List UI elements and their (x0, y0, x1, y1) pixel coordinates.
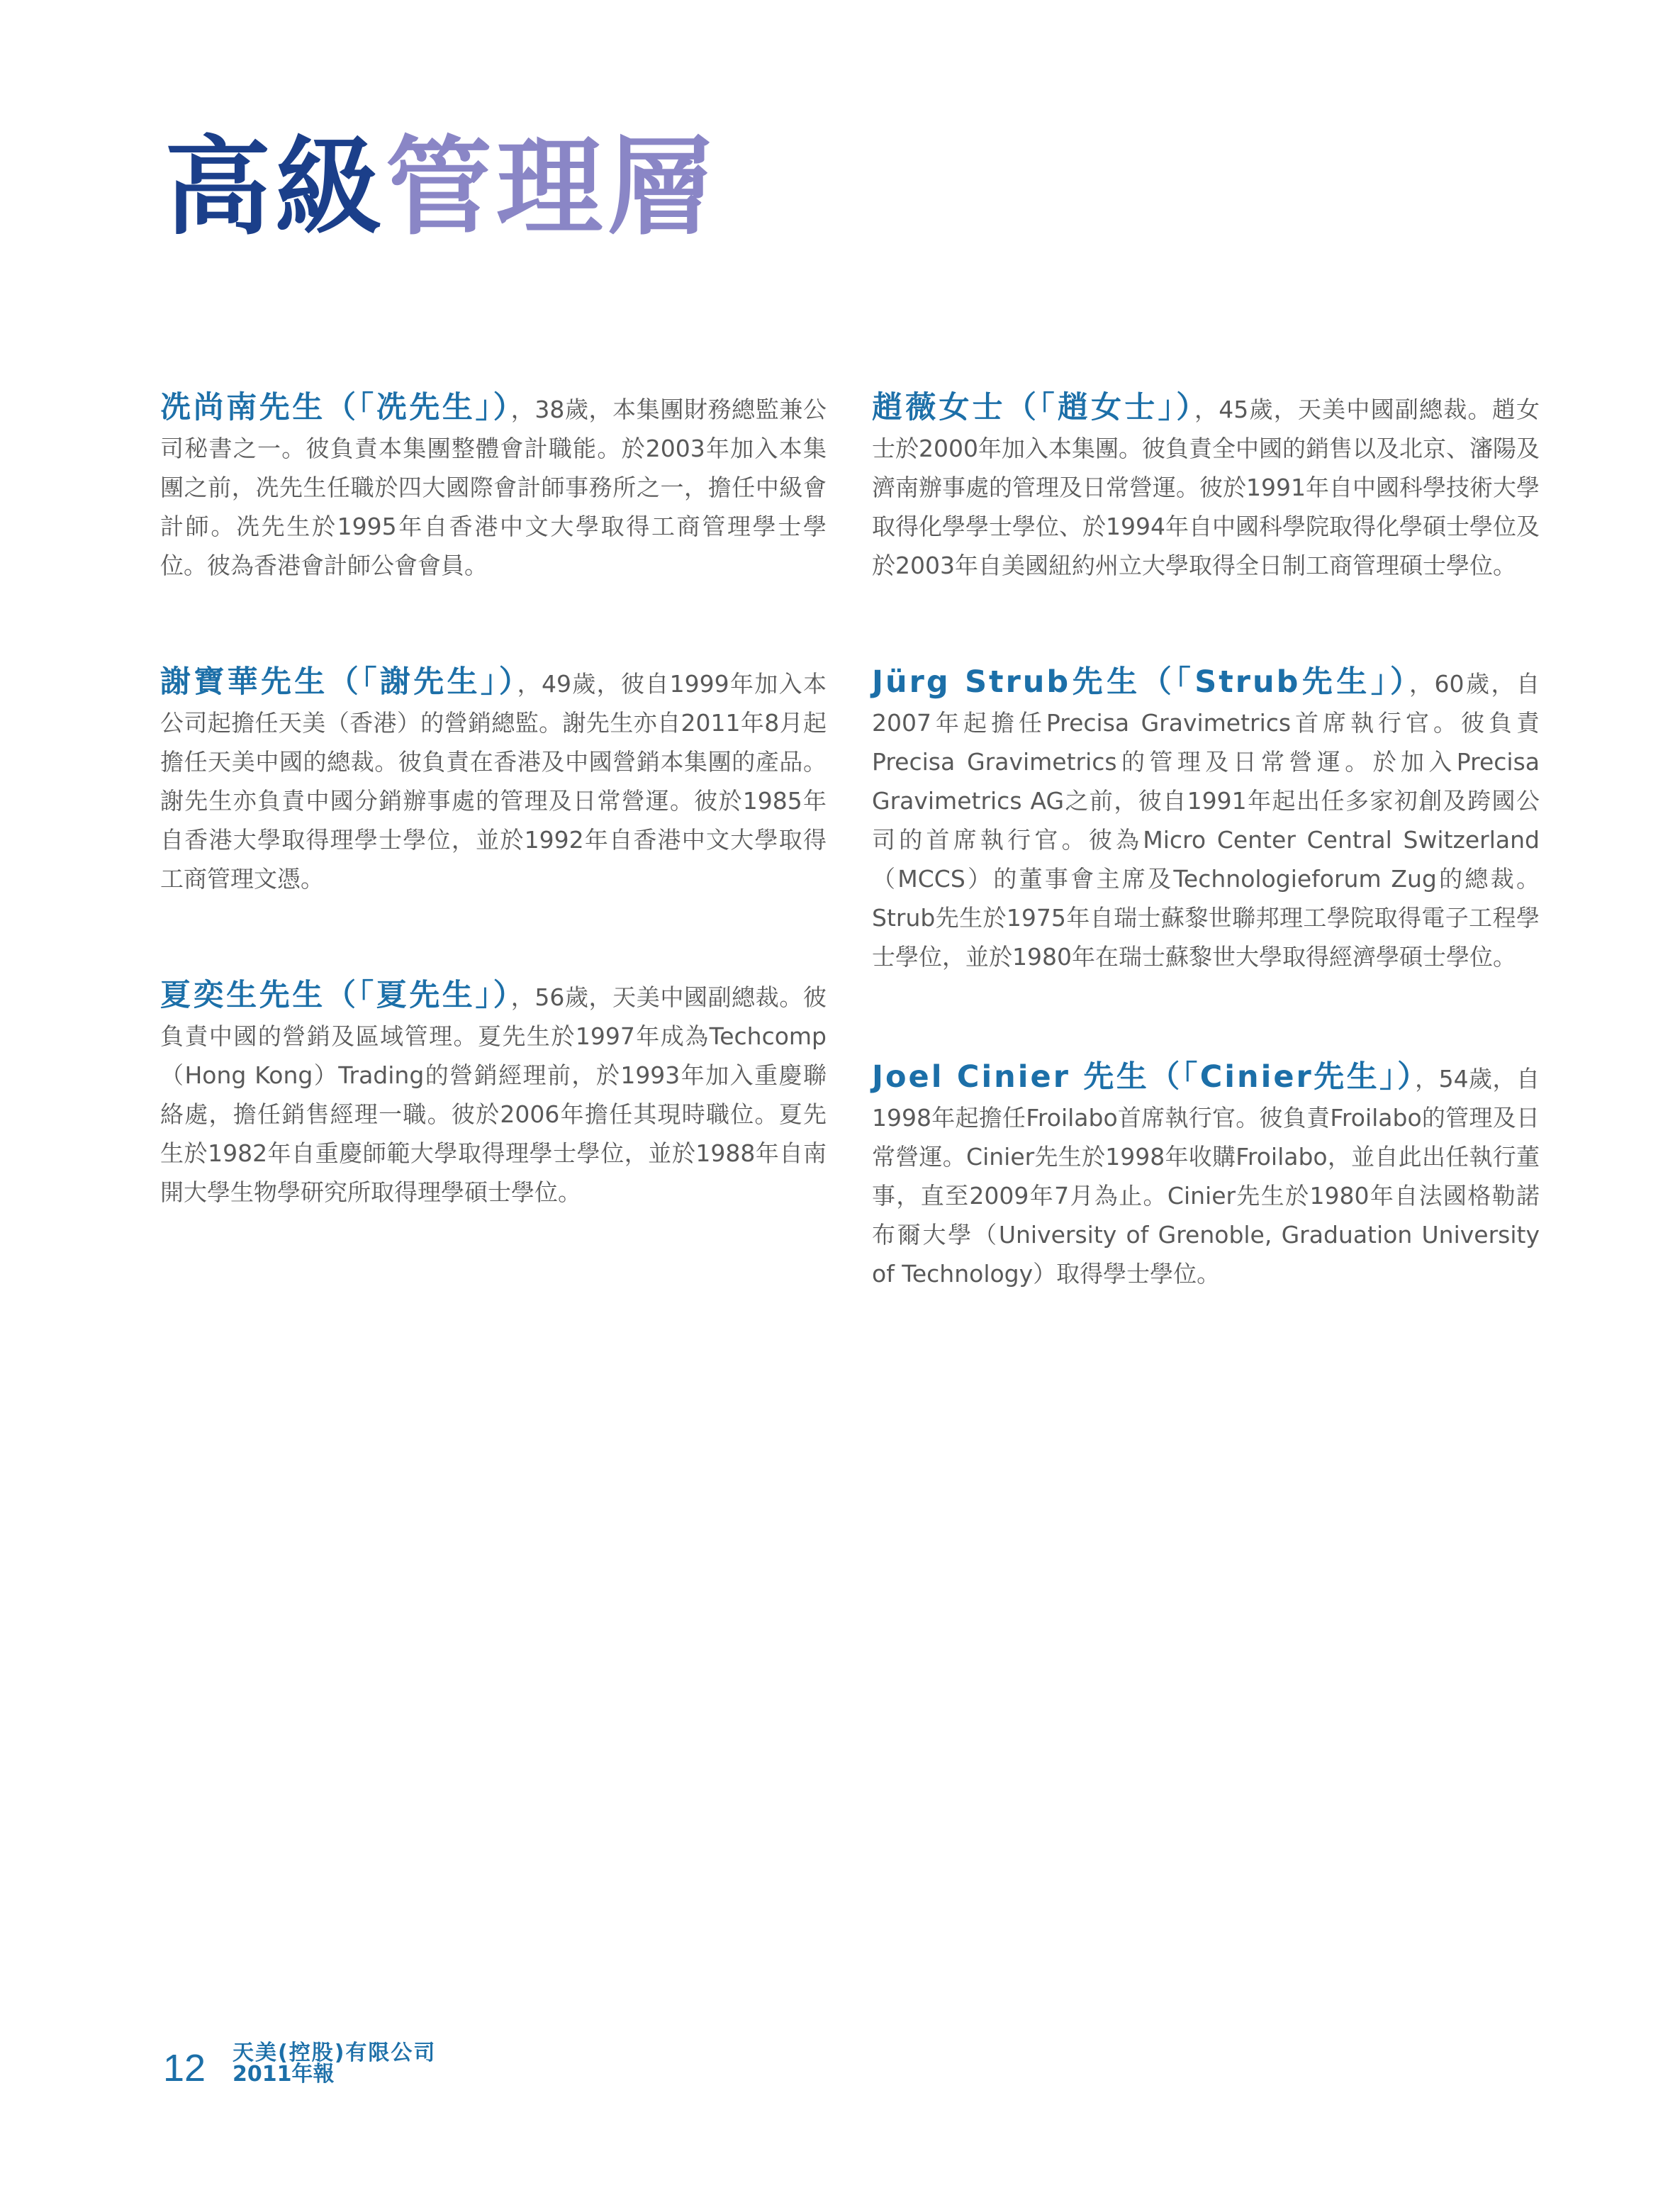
bio-sin (160, 389, 827, 585)
bio-text: ，45歲，天美中國副總裁。趙女士於2000年加入本集團。彼負責全中國的銷售以及北京、瀋陽及濟南辦事處的管理及日常營運。彼於1991年自中國科學技術大學取得化學學士學位、於1994年自中國科學院取得化學碩士學位及於2003年自美國紐約州立大學取得全日制工商管理碩士學位。 (872, 396, 1540, 579)
bio-strub (872, 663, 1540, 976)
bio-name: 冼尚南先生（「冼先生」） (160, 390, 511, 425)
bio-name: Joel Cinier 先生（「Cinier先生」） (872, 1059, 1416, 1095)
bio-text: ，38歲，本集團財務總監兼公司秘書之一。彼負責本集團整體會計職能。於2003年加入本集團之前，冼先生任職於四大國際會計師事務所之一，擔任中級會計師。冼先生於1995年自香港中文大學取得工商管理學士學位。彼為香港會計師公會會員。 (160, 396, 827, 579)
bio-name: 夏奕生先生（「夏先生」） (160, 978, 511, 1013)
right-column (872, 389, 1540, 1293)
report-label: 2011年報 (233, 2062, 335, 2087)
bio-text: ，56歲，天美中國副總裁。彼負責中國的營銷及區域管理。夏先生於1997年成為Techcomp（Hong Kong）Trading的營銷經理前，於1993年加入重慶聯絡處，擔任銷售經理一職。彼於2006年擔任其現時職位。夏先生於1982年自重慶師範大學取得理學士學位，並於1988年自南開大學生物學研究所取得理學碩士學位。 (160, 983, 827, 1206)
bio-name: 趙薇女士（「趙女士」） (872, 390, 1195, 425)
bio-text: ，49歲，彼自1999年加入本公司起擔任天美（香港）的營銷總監。謝先生亦自2011年8月起擔任天美中國的總裁。彼負責在香港及中國營銷本集團的產品。謝先生亦負責中國分銷辦事處的管理及日常營運。彼於1985年自香港大學取得理學士學位，並於1992年自香港中文大學取得工商管理文憑。 (160, 670, 827, 893)
bio-text: ，54歲，自1998年起擔任Froilabo首席執行官。彼負責Froilabo的管理及日常營運。Cinier先生於1998年收購Froilabo，並自此出任執行董事，直至2009年7月為止。Cinier先生於1980年自法國格勒諾布爾大學（University of Grenoble, Graduation University of Technology）取得學士學位。 (872, 1065, 1540, 1288)
left-column (160, 389, 827, 1212)
bio-zhao (872, 389, 1540, 585)
bio-xia (160, 976, 827, 1212)
page-title-part2: 管理層 (386, 126, 718, 250)
company-name: 天美(控股)有限公司 (233, 2041, 437, 2065)
bio-name: 謝寶華先生（「謝先生」） (160, 664, 517, 700)
bio-cinier (872, 1058, 1540, 1293)
bio-name: Jürg Strub先生（「Strub先生」） (872, 664, 1409, 700)
page-number: 12 (163, 2047, 206, 2089)
page-title (164, 126, 718, 250)
bio-tse (160, 663, 827, 898)
bio-text: ，60歲，自2007年起擔任Precisa Gravimetrics首席執行官。彼負責Precisa Gravimetrics的管理及日常營運。於加入Precisa Gravimetrics AG之前，彼自1991年起出任多家初創及跨國公司的首席執行官。彼為Micro Center Central Switzerland（MCCS）的董事會主席及Technologieforum Zug的總裁。Strub先生於1975年自瑞士蘇黎世聯邦理工學院取得電子工程學士學位，並於1980年在瑞士蘇黎世大學取得經濟學碩士學位。 (872, 670, 1540, 971)
page-title-part1: 高級 (164, 126, 386, 250)
